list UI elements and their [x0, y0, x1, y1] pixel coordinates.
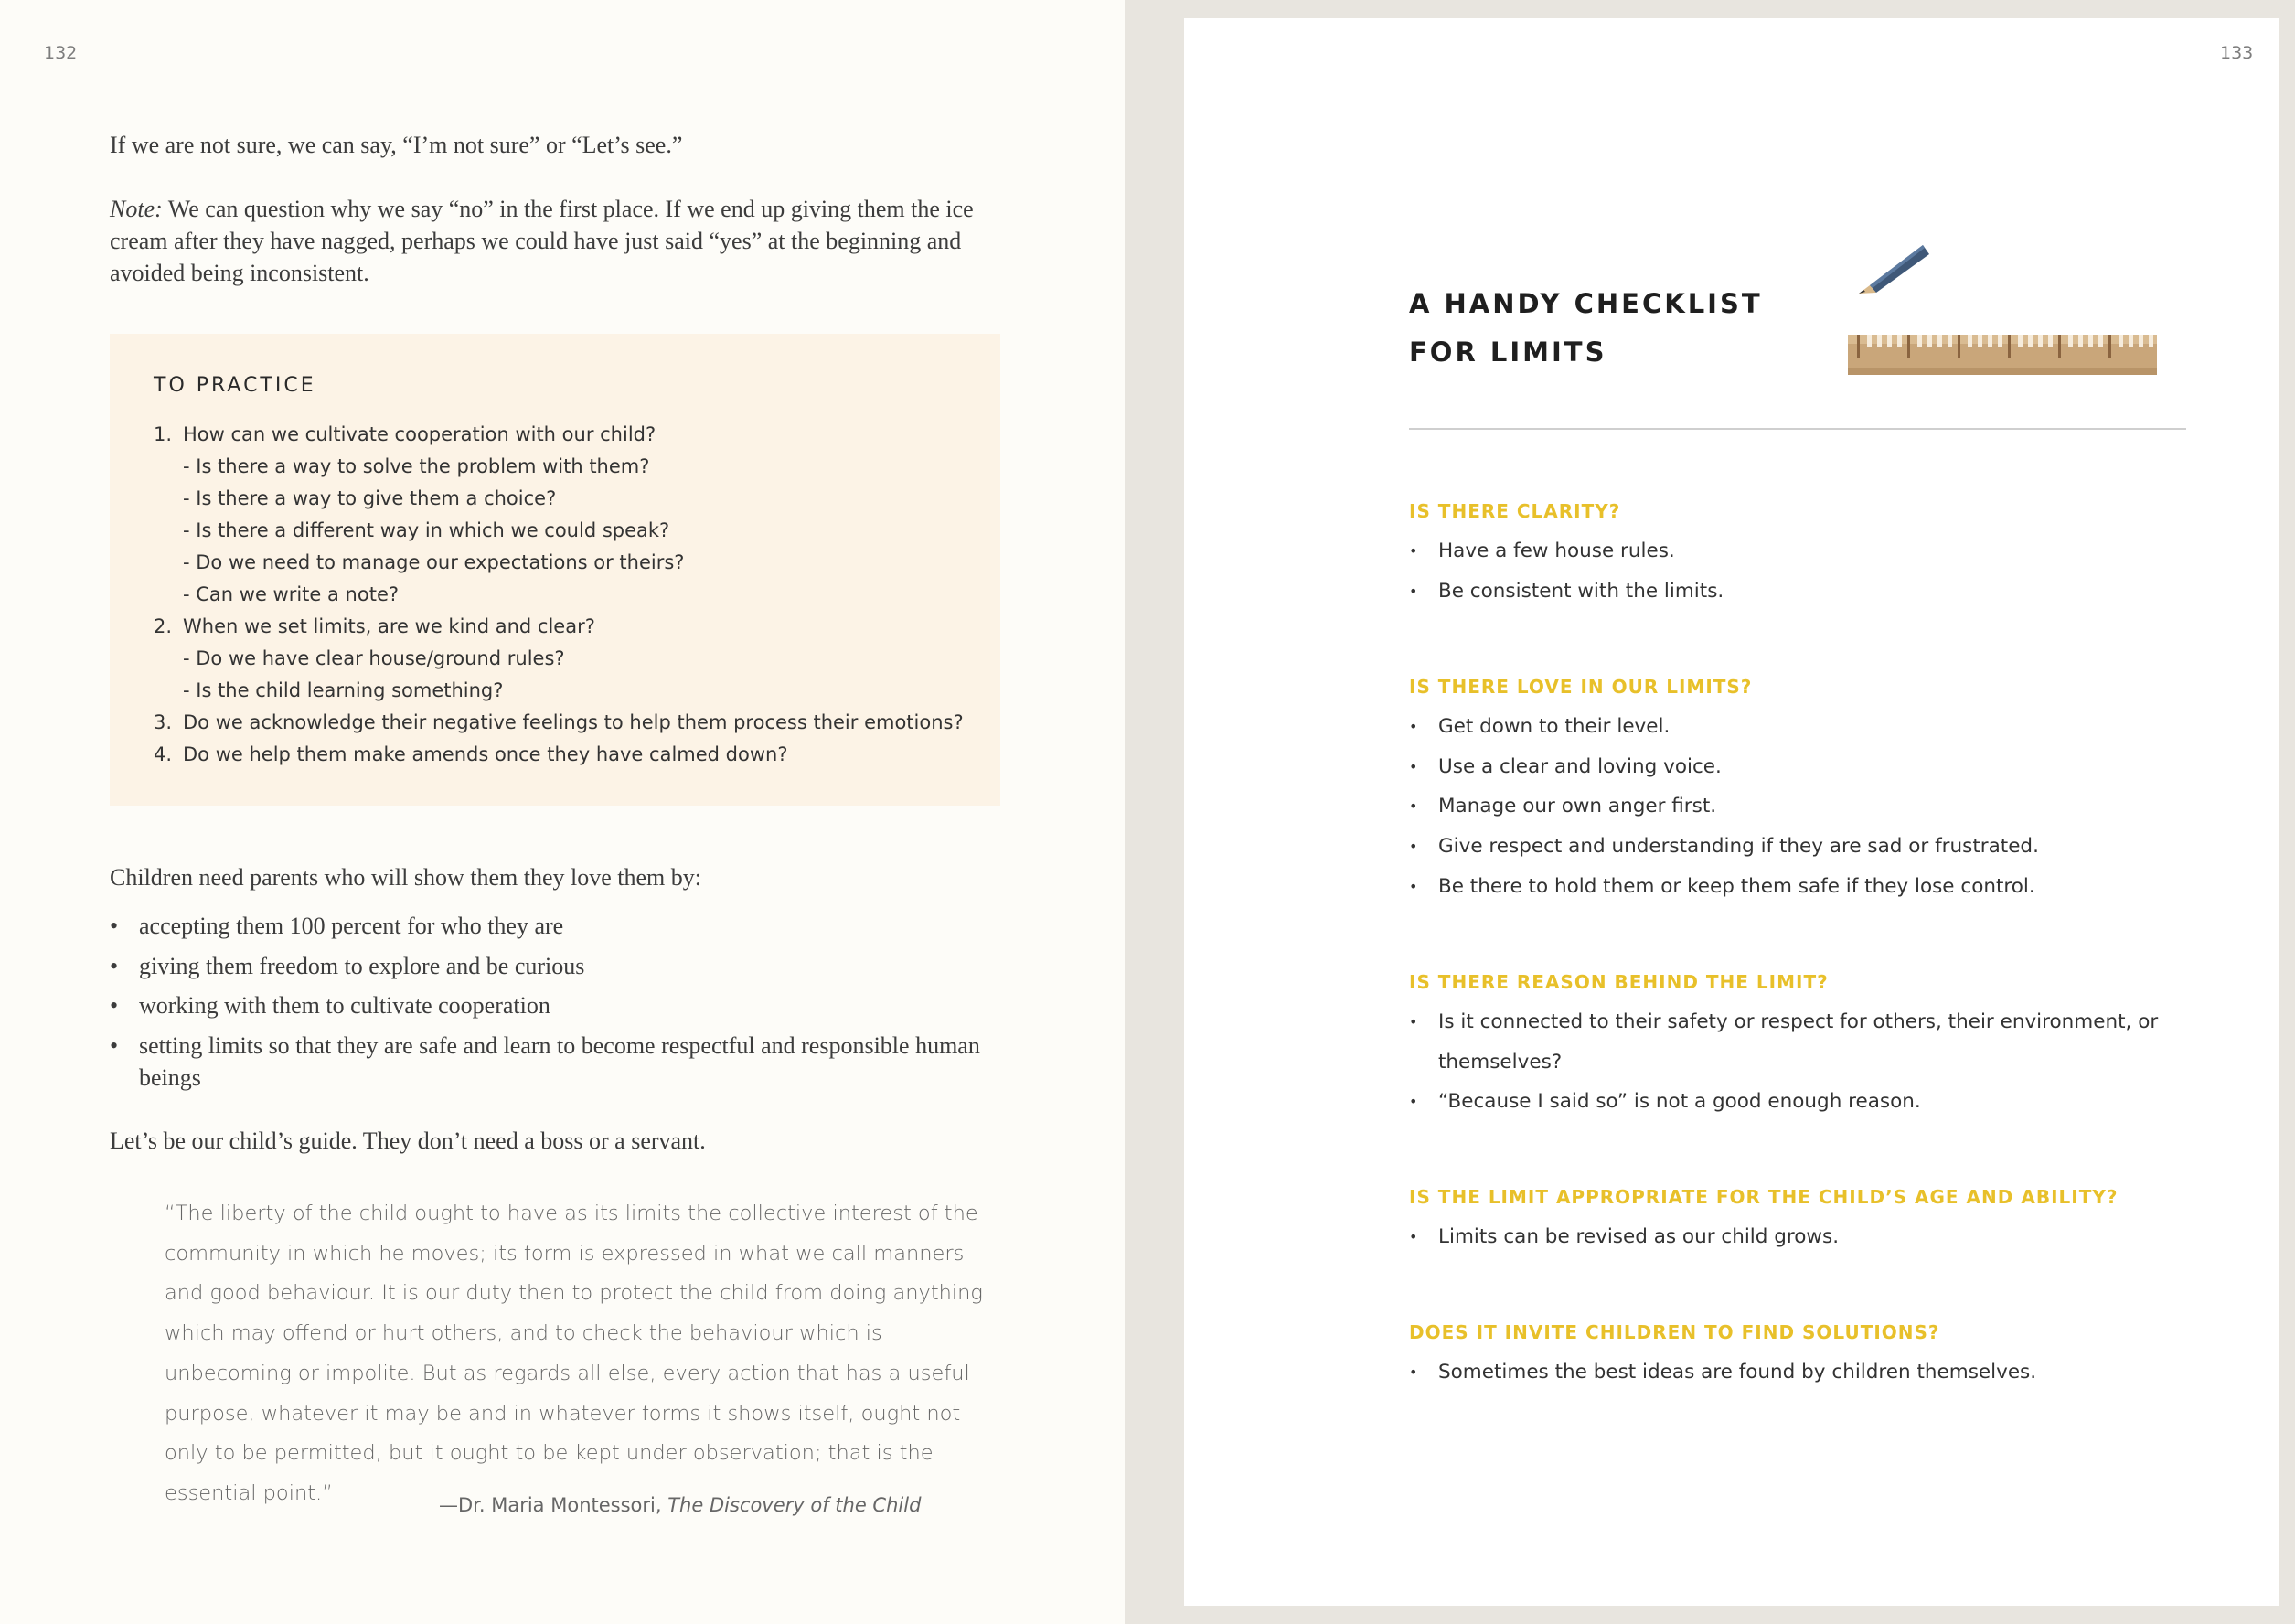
- checklist-item: • Be consistent with the limits.: [1409, 572, 2186, 612]
- practice-subitem: - Is there a way to give them a choice?: [183, 487, 557, 509]
- practice-subitem: - Is there a different way in which we could speak?: [183, 519, 670, 541]
- practice-item-text: Do we help them make amends once they have calmed down?: [183, 743, 788, 765]
- ruler-tick: [2028, 335, 2033, 347]
- note-label: Note:: [110, 196, 163, 222]
- practice-subitem: - Do we need to manage our expectations or theirs?: [183, 551, 685, 573]
- section-list-reason: [1409, 1002, 2186, 1122]
- love-list-item: • accepting them 100 percent for who they are: [110, 910, 987, 942]
- practice-item: [154, 707, 977, 739]
- ruler-tick: [1937, 335, 1942, 347]
- section-heading-age: IS THE LIMIT APPROPRIATE FOR THE CHILD’S AGE AND ABILITY?: [1409, 1186, 2119, 1208]
- section-heading-clarity: IS THERE CLARITY?: [1409, 500, 1621, 522]
- practice-subitem: - Is there a way to solve the problem with them?: [183, 455, 650, 477]
- practice-list: [154, 419, 977, 771]
- checklist-item: • Manage our own anger first.: [1409, 786, 2186, 827]
- pencil-icon: [1859, 245, 1929, 294]
- ruler-tick: [1897, 335, 1902, 347]
- section-heading-reason: IS THERE REASON BEHIND THE LIMIT?: [1409, 971, 1829, 993]
- practice-item-text: How can we cultivate cooperation with our child?: [183, 423, 656, 445]
- ruler-tick: [2119, 335, 2123, 347]
- ruler-tick: [2058, 335, 2061, 358]
- section-list-age: [1409, 1217, 2186, 1257]
- montessori-quote: “The liberty of the child ought to have as its limits the collective interest of the community in which he moves; its form is expressed in what we call manners and good behaviour. It is our duty then to protect the child from doing anything which may offend or hurt others, and to check the behaviour which is unbecoming or impolite. But as regards all else, every action that has a useful purpose, whatever it may be and in whatever forms it shows itself, ought not only to be permitted, but it ought to be kept under observation; that is the essential point.”: [165, 1202, 983, 1505]
- intro-paragraph: If we are not sure, we can say, “I’m not sure” or “Let’s see.”: [110, 132, 683, 158]
- ruler-tick: [1887, 335, 1892, 347]
- checklist-item: • Sometimes the best ideas are found by children themselves.: [1409, 1352, 2186, 1393]
- love-list-item: • working with them to cultivate cooperation: [110, 989, 987, 1021]
- ruler-tick: [1988, 335, 1992, 347]
- ruler-tick: [2048, 335, 2053, 347]
- practice-item-text: Do we acknowledge their negative feelings to help them process their emotions?: [183, 711, 964, 733]
- practice-item: [154, 611, 977, 643]
- guide-line: Let’s be our child’s guide. They don’t need a boss or a servant.: [110, 1127, 706, 1154]
- ruler-tick: [2068, 335, 2073, 347]
- quote-attribution: [439, 1494, 921, 1516]
- page-number-left: 132: [44, 43, 78, 63]
- ruler-tick: [1978, 335, 1982, 347]
- note-text: We can question why we say “no” in the first place. If we end up giving them the ice cream after they have nagged, perhaps we could have just said “yes” at the beginning and avoided being inconsistent.: [110, 196, 974, 286]
- ruler-tick: [2038, 335, 2043, 347]
- ruler-tick: [1917, 335, 1922, 347]
- ruler-tick: [1958, 335, 1960, 358]
- ruler-tick: [2078, 335, 2083, 347]
- checklist-item: • “Because I said so” is not a good enough reason.: [1409, 1082, 2186, 1122]
- ruler-tick: [2098, 335, 2103, 347]
- practice-item: [154, 419, 977, 451]
- ruler-tick: [2108, 335, 2111, 358]
- children-intro: Children need parents who will show them they love them by:: [110, 864, 701, 891]
- checklist-item: • Limits can be revised as our child grows.: [1409, 1217, 2186, 1257]
- ruler-tick: [1968, 335, 1972, 347]
- checklist-item: • Be there to hold them or keep them safe if they lose control.: [1409, 867, 2186, 907]
- checklist-item: • Give respect and understanding if they are sad or frustrated.: [1409, 827, 2186, 867]
- ruler-tick: [2008, 335, 2011, 358]
- section-heading-solutions: DOES IT INVITE CHILDREN TO FIND SOLUTIONS?: [1409, 1321, 1940, 1343]
- practice-item-text: When we set limits, are we kind and clear?: [183, 615, 595, 637]
- ruler-tick: [2088, 335, 2093, 347]
- ruler-tick: [2129, 335, 2133, 347]
- ruler-tick: [2018, 335, 2023, 347]
- practice-subitem: - Do we have clear house/ground rules?: [183, 647, 565, 669]
- note-paragraph: [110, 193, 1006, 289]
- checklist-title: [1409, 280, 1763, 377]
- ruler-tick: [1877, 335, 1882, 347]
- practice-subitem: - Is the child learning something?: [183, 679, 504, 701]
- title-divider: [1409, 428, 2186, 430]
- checklist-item: • Get down to their level.: [1409, 707, 2186, 747]
- ruler-tick: [1857, 335, 1860, 358]
- practice-item-number: 4.: [154, 743, 173, 765]
- ruler-tick: [1867, 335, 1872, 347]
- practice-box: [110, 334, 1000, 806]
- love-list-item: • setting limits so that they are safe and learn to become respectful and responsible human beings: [110, 1030, 987, 1094]
- ruler-tick: [1927, 335, 1932, 347]
- ruler-tick: [1948, 335, 1952, 347]
- checklist-item: • Have a few house rules.: [1409, 531, 2186, 572]
- checklist-title-line1: A HANDY CHECKLIST: [1409, 288, 1763, 319]
- practice-item-number: 3.: [154, 711, 173, 733]
- checklist-item: • Use a clear and loving voice.: [1409, 747, 2186, 787]
- ruler-tick: [1998, 335, 2002, 347]
- pencil-ruler-illustration: [1842, 240, 2162, 377]
- practice-item-number: 2.: [154, 615, 173, 637]
- ruler-tick: [1907, 335, 1910, 358]
- practice-title: TO PRACTICE: [154, 374, 316, 397]
- attribution-book: The Discovery of the Child: [667, 1494, 922, 1516]
- section-list-solutions: [1409, 1352, 2186, 1393]
- practice-item-number: 1.: [154, 423, 173, 445]
- love-list: [110, 910, 987, 1094]
- page-number-right: 133: [2220, 43, 2254, 63]
- attribution-author: —Dr. Maria Montessori,: [439, 1494, 668, 1516]
- ruler-tick: [2139, 335, 2143, 347]
- section-list-clarity: [1409, 531, 2186, 611]
- checklist-item: • Is it connected to their safety or respect for others, their environment, or themselves?: [1409, 1002, 2186, 1082]
- section-list-love: [1409, 707, 2186, 907]
- love-list-item: • giving them freedom to explore and be curious: [110, 950, 987, 982]
- section-heading-love: IS THERE LOVE IN OUR LIMITS?: [1409, 676, 1753, 698]
- ruler-tick: [2149, 335, 2153, 347]
- practice-subitem: - Can we write a note?: [183, 583, 400, 605]
- checklist-title-line2: FOR LIMITS: [1409, 337, 1607, 368]
- practice-item: [154, 739, 977, 771]
